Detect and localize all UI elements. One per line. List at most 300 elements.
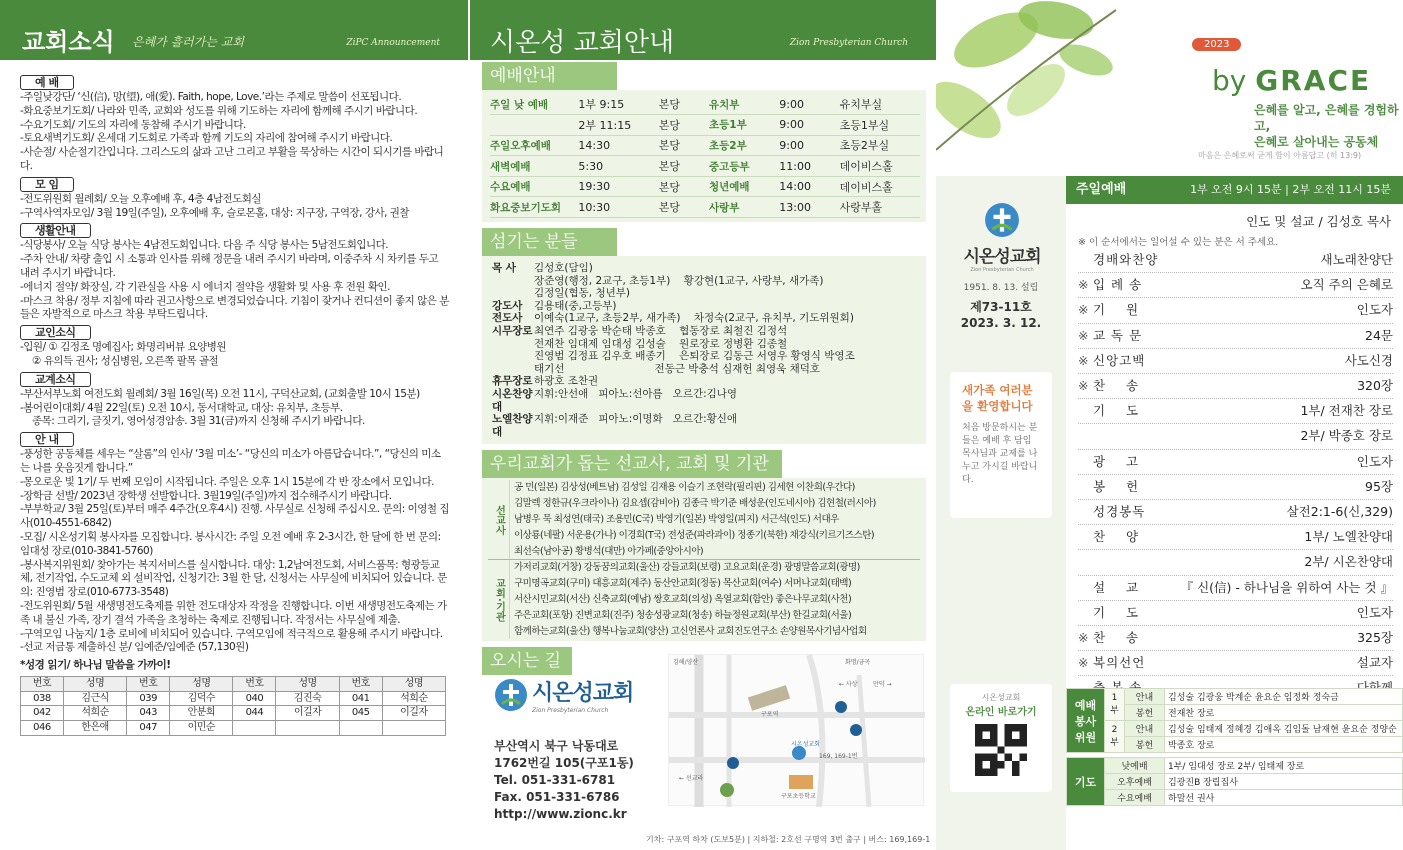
order-value: 인도자 xyxy=(1356,604,1393,620)
announcement-line: -마스크 착용/ 정부 지침에 따라 권고사항으로 변경되었습니다. 기침이 잦거나 컨디션이 좋지 않은 분들은 자발적으로 마스크 착용 부탁드립니다. xyxy=(20,294,449,321)
announcement-line: -몽오로운 빛 1기/ 두 번째 모임이 시작됩니다. 주일은 오후 1시 15분에 각 반 장소에서 모입니다. xyxy=(20,475,434,488)
order-item: 찬 송 xyxy=(1093,630,1140,646)
bible-header-cell: 성명 xyxy=(276,676,339,691)
welcome-title: 새가족 여러분을 환영합니다 xyxy=(962,383,1033,413)
servant-role xyxy=(492,350,534,363)
bible-cell: 이길자 xyxy=(276,706,339,721)
map-label-j: 만덕 → xyxy=(873,681,892,688)
church-line: 구미명곡교회(구미) 대흥교회(제주) 동산안교회(정동) 목산교회(여수) 서머나교회(태백) xyxy=(514,578,852,590)
order-row xyxy=(1078,349,1393,374)
worship-cell: 본당 xyxy=(659,156,709,177)
bible-cell xyxy=(233,721,276,736)
order-row xyxy=(1078,399,1393,424)
map[interactable] xyxy=(668,654,924,806)
bible-header-cell: 번호 xyxy=(339,676,382,691)
bible-cell: 이길자 xyxy=(382,706,445,721)
servant-role: 강도사 xyxy=(492,299,523,312)
logo-text: 시온성교회 xyxy=(532,681,634,706)
sidebar-logo-text: 시온성교회 xyxy=(963,247,1041,267)
founded-date: 1951. 8. 13. 설립 xyxy=(963,283,1039,293)
bible-header-cell: 성명 xyxy=(170,676,233,691)
bible-cell: 041 xyxy=(339,691,382,706)
online-box[interactable] xyxy=(950,684,1052,792)
section-pill: 교계소식 xyxy=(20,372,91,387)
church-line: 주은교회(포항) 진변교회(진주) 청송성광교회(청송) 하늘정원교회(부산) 한길교회(서울) xyxy=(514,609,852,621)
servant-names: 전재찬 임대제 임대성 김성술 원로장로 정병환 김종철 xyxy=(534,337,788,350)
theme-verse: 마음은 은혜로써 굳게 함이 아름답고 (히 13:9) xyxy=(1198,151,1362,160)
order-value: 사도신경 xyxy=(1344,352,1393,368)
bible-cell xyxy=(276,721,339,736)
bible-cell: 045 xyxy=(339,706,382,721)
servant-role xyxy=(492,275,534,288)
table-row xyxy=(1067,790,1403,806)
order-item: 봉 헌 xyxy=(1093,478,1140,494)
map-label-d: 시온성교회 xyxy=(791,741,820,748)
bible-cell: 039 xyxy=(127,691,170,706)
order-item: 광 고 xyxy=(1093,453,1140,469)
stand-mark: ※ xyxy=(1078,630,1089,646)
church-info-header xyxy=(470,0,936,60)
order-value: 『 신(信) - 하나님을 위하여 사는 것 』 xyxy=(1180,579,1393,595)
worship-cell: 수요예배 xyxy=(490,176,578,197)
servant-names: 하광호 조찬권 xyxy=(534,375,599,388)
worship-cell: 화요중보기도회 xyxy=(490,197,578,218)
announcement-line: -에너지 절약/ 화장실, 각 기관실을 사용 시 에너지 절약을 생활화 및 사용 후 전원 확인. xyxy=(20,280,390,293)
volunteer-names: 전재찬 장로 xyxy=(1165,705,1403,721)
volunteer-table xyxy=(1066,688,1403,753)
announcement-line: -선교 저금통 제출하신 분/ 임예준/임예준 (57,130원) xyxy=(20,641,249,654)
stand-mark xyxy=(1078,399,1093,423)
bible-cell: 046 xyxy=(21,721,64,736)
servant-role: 시온찬양대 xyxy=(492,388,533,413)
servant-role: 목 사 xyxy=(492,262,516,275)
order-value: 2부/ 박종호 장로 xyxy=(1300,428,1393,444)
servants-list xyxy=(482,256,926,444)
order-value: 오직 주의 은혜로 xyxy=(1300,277,1393,293)
volunteer-role: 봉헌 xyxy=(1125,737,1165,753)
church-info-en: Zion Presbyterian Church xyxy=(789,38,908,48)
bible-reading-title: *성경 읽기/ 하나님 말씀을 가까이! xyxy=(20,659,171,672)
order-item: 설 교 xyxy=(1093,579,1140,595)
logo-en: Zion Presbyterian Church xyxy=(532,707,609,714)
bible-header-cell: 번호 xyxy=(233,676,276,691)
church-line: 함께하는교회(울산) 행복나눔교회(양산) 고신언론사 교회진도연구소 손양원목사기념사업회 xyxy=(514,625,867,637)
by-grace xyxy=(1212,64,1371,97)
announcement-line: -주차 안내/ 차량 출입 시 소통과 인사를 위해 정문을 내려 주시기 바라며, 이중주차 시 차키를 두고 내려 주시기 바랍니다. xyxy=(20,253,439,279)
church-info-column xyxy=(470,0,936,850)
order-item: 찬 송 xyxy=(1093,378,1140,394)
sidebar-logo-en: Zion Presbyterian Church xyxy=(970,267,1034,273)
map-label-a: 김해/양산 xyxy=(673,659,699,666)
bible-cell: 이민순 xyxy=(170,721,233,736)
servant-names: 장준영(행정, 2교구, 초등1부) 황강현(1교구, 사랑부, 새가족) xyxy=(534,274,824,287)
worship-cell: 2부 11:15 xyxy=(578,115,658,136)
volunteer-names: 김성술 임태제 정혜경 김애옥 김임돌 남재현 윤요순 정양순 xyxy=(1165,721,1403,737)
order-list xyxy=(1066,248,1403,702)
worship-table xyxy=(490,94,920,218)
stand-mark xyxy=(1078,576,1093,600)
table-row xyxy=(1067,758,1403,774)
section-pill: 모 임 xyxy=(20,177,74,192)
stand-mark: ※ xyxy=(1078,302,1089,318)
qr-code-icon[interactable] xyxy=(975,724,1027,776)
announcements-body xyxy=(20,72,450,736)
announcements-subtitle: 은혜가 흘러가는 교회 xyxy=(132,35,244,49)
order-row xyxy=(1078,450,1393,475)
bible-header-cell: 번호 xyxy=(21,676,64,691)
table-row xyxy=(490,176,920,197)
volunteers xyxy=(1066,688,1403,806)
servant-role: 노엘찬양대 xyxy=(492,413,533,438)
section-pill: 안 내 xyxy=(20,432,74,447)
order-of-service xyxy=(1066,176,1403,850)
order-header xyxy=(1066,176,1403,204)
order-title: 주일예배 xyxy=(1076,182,1127,197)
worship-cell: 5:30 xyxy=(578,156,658,177)
bible-cell xyxy=(339,721,382,736)
servants-section-title: 섬기는 분들 xyxy=(482,228,617,256)
stand-mark xyxy=(1078,525,1093,549)
announcement-line: -주일낮강단/ ‘신(信), 망(望), 애(愛). Faith, hope, Love.’라는 주제로 말씀이 선포됩니다. xyxy=(20,91,402,103)
volunteer-service: 1부 xyxy=(1105,689,1125,721)
order-item xyxy=(1093,550,1175,574)
volunteer-names: 박종호 장로 xyxy=(1165,737,1403,753)
missionary-line: 남병우 묵 최성연(태국) 조용민(C국) 박영기(일본) 박영일(피지) 서근석(인도) 서대우 xyxy=(514,513,839,525)
year-badge: 2023 xyxy=(1192,38,1241,51)
order-row xyxy=(1078,550,1393,575)
stand-mark xyxy=(1078,424,1093,448)
address-line: 1762번길 105(구포1동) xyxy=(494,756,634,770)
churches-label: 교회·기관 xyxy=(488,560,510,639)
servant-row xyxy=(492,388,916,413)
order-row xyxy=(1078,576,1393,601)
servant-row xyxy=(492,312,916,325)
servant-row xyxy=(492,325,916,338)
servant-role xyxy=(492,287,534,300)
missions-section-title: 우리교회가 돕는 선교사, 교회 및 기관 xyxy=(482,450,782,478)
cover-column xyxy=(936,0,1403,850)
order-value: 320장 xyxy=(1357,378,1393,394)
order-value: 인도자 xyxy=(1356,453,1393,469)
announcement-line: -부부학교/ 3월 25일(토)부터 매주 4주간(오후4시) 진행. 사무실로 신청해 주십시오. 문의: 이영철 집사(010-4551-6842) xyxy=(20,503,450,530)
bible-header-cell: 번호 xyxy=(127,676,170,691)
worship-cell: 유치부 xyxy=(709,94,779,115)
sidebar-logo xyxy=(958,202,1046,273)
church-line: 서산시민교회(서산) 신축교회(예남) 쌍호교회(의성) 옥열교회(함안) 좋은나무교회(사천) xyxy=(514,593,852,605)
order-item: 기 도 xyxy=(1093,403,1140,419)
prayer-head: 기도 xyxy=(1067,758,1105,806)
stand-mark xyxy=(1078,601,1093,625)
prayer-names: 하말선 권사 xyxy=(1165,790,1403,806)
worship-cell: 9:00 xyxy=(779,94,839,115)
map-section-title: 오시는 길 xyxy=(482,647,572,675)
servant-role: 전도사 xyxy=(492,312,523,325)
map-svg xyxy=(669,655,925,807)
bible-cell: 044 xyxy=(233,706,276,721)
address-line: http://www.zionc.kr xyxy=(494,807,627,821)
order-value: 1부/ 전재찬 장로 xyxy=(1300,403,1393,419)
announcement-line: -식당봉사/ 오늘 식당 봉사는 4남전도회입니다. 다음 주 식당 봉사는 5남전도회입니다. xyxy=(20,239,389,252)
announcement-line: -풍성한 공동체를 세우는 “살롬”의 인사/ ‘3월 미소’- “당신의 미소가 아름답습니다.”, “당신의 미소는 나를 웃음짓게 합니다.” xyxy=(20,448,441,474)
worship-cell: 본당 xyxy=(659,176,709,197)
map-label-h: ← 선교라 xyxy=(679,775,704,782)
worship-cell: 14:00 xyxy=(779,176,839,197)
address-block xyxy=(494,738,634,823)
order-row xyxy=(1078,626,1393,651)
worship-cell: 초등1부실 xyxy=(840,115,920,136)
bible-header-cell: 성명 xyxy=(63,676,126,691)
worship-cell: 본당 xyxy=(659,94,709,115)
order-times: 1부 오전 9시 15분 | 2부 오전 11시 15분 xyxy=(1190,183,1391,196)
order-row xyxy=(1078,475,1393,500)
order-value: 1부/ 노엘찬양대 xyxy=(1304,529,1393,545)
leaves-icon xyxy=(936,0,1136,176)
order-row xyxy=(1078,248,1393,273)
bible-cell: 김진숙 xyxy=(276,691,339,706)
worship-cell: 14:30 xyxy=(578,135,658,156)
stand-mark xyxy=(1078,450,1093,474)
cover-top xyxy=(936,0,1403,176)
announcement-line: -구역사역자모임/ 3월 19일(주일), 오후예배 후, 슬로몬홀, 대상: 지구장, 구역장, 강사, 권찰 xyxy=(20,206,410,219)
announcement-line: -전도위원회 월례회/ 오늘 오후예배 후, 4층 4남전도회실 xyxy=(20,192,262,205)
volunteer-service: 2부 xyxy=(1105,721,1125,753)
stand-mark: ※ xyxy=(1078,378,1089,394)
worship-cell: 9:00 xyxy=(779,135,839,156)
bible-cell: 석희순 xyxy=(382,691,445,706)
prayer-service: 수요예배 xyxy=(1105,790,1165,806)
servant-row xyxy=(492,300,916,313)
missionary-line: 공 민(일본) 김상성(베트남) 김성일 김재용 이슬기 조현락(필리핀) 김세현 이찬희(우간다) xyxy=(514,482,855,494)
servant-names: 이예숙(1교구, 초등2부, 새가족) 차정숙(2교구, 유치부, 기도위원회) xyxy=(534,312,854,325)
church-logo xyxy=(494,676,633,714)
announcement-line: -모집/ 시온성기획 봉사자를 모집합니다. 봉사시간: 주일 오전 예배 후 2-3시간, 한 달에 한 번 문의: 임대성 장로(010-3841-5760) xyxy=(20,530,441,557)
announcement-line: -수요기도회/ 기도의 자리에 동참해 주시기 바랍니다. xyxy=(20,118,246,131)
servant-row xyxy=(492,375,916,388)
prayer-names: 1부/ 임대성 장로 2부/ 임태제 장로 xyxy=(1165,758,1403,774)
order-item: 기 원 xyxy=(1093,302,1140,318)
bible-header-cell: 성명 xyxy=(382,676,445,691)
servant-names: 김정일(협동, 청년부) xyxy=(534,287,631,300)
order-value: 2부/ 시온찬양대 xyxy=(1304,554,1393,570)
bible-cell: 석희순 xyxy=(63,706,126,721)
church-line: 가저리교회(거창) 강동꿈의교회(울산) 강들교회(보령) 고요교회(운경) 광명말씀교회(광명) xyxy=(514,562,860,574)
announcements-title: 교회소식 xyxy=(22,28,115,56)
bible-cell: 한은애 xyxy=(63,721,126,736)
table-row xyxy=(1067,774,1403,790)
worship-cell: 10:30 xyxy=(578,197,658,218)
missionaries-list xyxy=(514,480,876,559)
worship-cell: 본당 xyxy=(659,115,709,136)
section-pill: 교인소식 xyxy=(20,325,91,340)
announcement-line: -화요중보기도회/ 나라와 민족, 교회와 성도를 위해 기도하는 자리에 함께해 주시기 바랍니다. xyxy=(20,104,418,117)
order-value: 95장 xyxy=(1365,478,1393,494)
section-pill: 예 배 xyxy=(20,75,74,90)
volunteer-head: 예배봉사위원 xyxy=(1067,689,1105,753)
churches-list xyxy=(514,560,867,639)
table-row xyxy=(21,706,446,721)
bible-reading-table xyxy=(20,676,446,736)
stand-mark: ※ xyxy=(1078,352,1089,368)
order-row xyxy=(1078,298,1393,323)
order-note: ※ 이 순서에서는 일어설 수 있는 분은 서 주세요. xyxy=(1078,237,1279,248)
servant-row xyxy=(492,287,916,300)
servant-names: 진영범 김정표 김우호 배종기 은퇴장로 김동근 서영우 황영식 박영조 xyxy=(534,350,855,363)
issue-number: 제73-11호 xyxy=(970,300,1032,314)
stand-mark xyxy=(1078,550,1093,574)
announcement-line: 종목: 그리기, 글짓기, 영어성경암송. 3월 31(금)까지 신청해 주시기 바랍니다. xyxy=(32,415,365,428)
volunteer-role: 봉헌 xyxy=(1125,705,1165,721)
worship-cell: 초등2부실 xyxy=(840,135,920,156)
bible-cell: 038 xyxy=(21,691,64,706)
announcement-line: -입원/ ① 김정조 명예집사; 화명리버뷰 요양병원 xyxy=(20,341,227,354)
announcement-line: -사순절/ 사순절기간입니다. 그리스도의 삶과 고난 그리고 부활을 묵상하는 시간이 되시기를 바랍니다. xyxy=(20,146,444,172)
stand-mark: ※ xyxy=(1078,655,1089,671)
order-item: 교 독 문 xyxy=(1093,327,1143,343)
worship-cell: 주일 낮 예배 xyxy=(490,94,578,115)
map-label-l: 169, 169-1번 xyxy=(819,753,858,760)
worship-cell: 주일오후예배 xyxy=(490,135,578,156)
servant-names: 태기선 전동근 박충석 심재헌 최영욱 채덕호 xyxy=(534,362,821,375)
order-value: 인도자 xyxy=(1356,302,1393,318)
order-value: 설교자 xyxy=(1356,655,1393,671)
announcement-line: -전도위원회/ 5월 새생명전도축제를 위한 전도대상자 작정을 진행합니다. 이번 새생명전도축제는 가족 내 불신 가족, 장기 결석 가족을 초청하는 축제로 진행됩니다. 작정서는 사무실에 제출. xyxy=(20,599,447,626)
servant-names: 김용태(중,고등부) xyxy=(534,299,617,312)
missionaries-label: 선교사 xyxy=(488,480,510,559)
order-item: 신앙고백 xyxy=(1093,352,1146,368)
table-row xyxy=(1067,721,1403,737)
volunteer-role: 안내 xyxy=(1125,689,1165,705)
order-value: 325장 xyxy=(1357,630,1393,646)
bible-cell: 040 xyxy=(233,691,276,706)
servant-row xyxy=(492,350,916,363)
stand-mark: ※ xyxy=(1078,277,1089,293)
slogan-line-1: 은혜를 알고, 은혜를 경험하고, xyxy=(1254,103,1399,133)
online-label: 온라인 바로가기 xyxy=(965,707,1037,718)
announcement-line: -부산서부노회 여전도회 월례회/ 3월 16일(목) 오전 11시, 구덕산교회, (교회출발 10시 15분) xyxy=(20,387,420,400)
order-row xyxy=(1078,374,1393,399)
missions-box xyxy=(482,478,926,641)
grace-text: GRACE xyxy=(1255,64,1372,97)
table-row xyxy=(1067,689,1403,705)
order-item: 경배와찬양 xyxy=(1093,252,1159,267)
servant-row xyxy=(492,338,916,351)
worship-cell xyxy=(490,115,578,136)
volunteer-role: 안내 xyxy=(1125,721,1165,737)
order-item: 성경봉독 xyxy=(1093,504,1146,520)
preacher: 인도 및 설교 / 김성호 목사 xyxy=(1246,214,1391,229)
worship-schedule xyxy=(482,90,926,222)
announcement-line: ② 유의득 권사; 성심병원, 오른쪽 팔목 골절 xyxy=(32,354,219,367)
welcome-text: 처음 방문하시는 분들은 예배 후 담임목사님과 교제를 나누고 가시길 바랍니다. xyxy=(962,423,1038,485)
servant-names: 최연주 김광웅 박순태 박종호 협동장로 최철진 김정석 xyxy=(534,325,788,338)
servant-role xyxy=(492,363,534,376)
bulletin-date: 2023. 3. 12. xyxy=(960,316,1042,330)
worship-cell: 본당 xyxy=(659,135,709,156)
prayer-names: 김광진B 장립집사 xyxy=(1165,774,1403,790)
order-item: 기 도 xyxy=(1093,604,1140,620)
worship-cell: 초등1부 xyxy=(709,115,779,136)
welcome-box xyxy=(950,372,1052,518)
address-line: Tel. 051-331-6781 xyxy=(494,773,616,787)
bible-cell: 043 xyxy=(127,706,170,721)
worship-cell: 13:00 xyxy=(779,197,839,218)
table-row xyxy=(490,94,920,115)
order-row xyxy=(1078,424,1393,449)
transit-info: 기차: 구포역 하차 (도보5분) | 지하철: 2호선 구명역 3번 출구 | 버스: 169,169-1 xyxy=(646,835,931,844)
order-row xyxy=(1078,601,1393,626)
order-item: 입 례 송 xyxy=(1093,277,1143,293)
table-row xyxy=(21,691,446,706)
bible-cell: 김덕수 xyxy=(170,691,233,706)
bible-cell: 042 xyxy=(21,706,64,721)
bulletin-sidebar xyxy=(936,176,1066,850)
worship-cell: 19:30 xyxy=(578,176,658,197)
order-item: 복의선언 xyxy=(1093,655,1146,671)
prayer-service: 오후예배 xyxy=(1105,774,1165,790)
missionary-line: 김말렉 정한규(우크라이나) 김요셉(감비아) 김종극 박기준 배성운(인도네시아) 김현철(러시아) xyxy=(514,498,876,510)
announcements-header xyxy=(0,0,468,60)
church-info-title: 시온성 교회안내 xyxy=(490,28,675,58)
prayer-service: 낮예배 xyxy=(1105,758,1165,774)
map-label-b: 화명/금곡 xyxy=(845,659,871,666)
servant-role: 시무장로 xyxy=(492,325,533,338)
worship-cell: 사랑부 xyxy=(709,197,779,218)
announcements-en: ZiPC Announcement xyxy=(346,38,440,48)
bible-cell: 047 xyxy=(127,721,170,736)
worship-cell: 1부 9:15 xyxy=(578,94,658,115)
order-value: 새노래찬양단 xyxy=(1320,252,1393,267)
announcement-line: -구역모임 나눔지/ 1층 로비에 비치되어 있습니다. 구역모임에 적극적으로 활용해 주시기 바랍니다. xyxy=(20,627,443,640)
servant-names: 지휘:안선애 피아노:선아름 오르간:김나영 xyxy=(534,388,738,400)
slogan xyxy=(1254,102,1403,150)
stand-mark xyxy=(1078,500,1093,524)
announcements-column xyxy=(0,0,468,850)
slogan-line-2: 은혜로 살아내는 공동체 xyxy=(1254,135,1379,149)
announcement-line: -토요새벽기도회/ 온세대 기도회로 가족과 함께 기도의 자리에 참여해 주시기 바랍니다. xyxy=(20,132,393,145)
table-row xyxy=(490,135,920,156)
worship-cell: 유치부실 xyxy=(840,94,920,115)
map-label-e: 구포초등학교 xyxy=(781,793,816,800)
order-row xyxy=(1078,500,1393,525)
order-value: 살전2:1-6(신,329) xyxy=(1286,504,1393,520)
servant-role xyxy=(492,338,534,351)
address-line: Fax. 051-331-6786 xyxy=(494,790,620,804)
prayer-table xyxy=(1066,757,1403,806)
worship-cell: 청년예배 xyxy=(709,176,779,197)
worship-cell: 사랑부홀 xyxy=(840,197,920,218)
logo-mark-icon xyxy=(494,678,528,712)
worship-cell: 11:00 xyxy=(779,156,839,177)
address-line: 부산역시 북구 낙동대로 xyxy=(494,739,619,753)
servant-row xyxy=(492,262,916,275)
worship-cell: 9:00 xyxy=(779,115,839,136)
table-row xyxy=(21,721,446,736)
table-row xyxy=(490,115,920,136)
logo-mark-icon xyxy=(984,202,1020,238)
bible-cell: 안분희 xyxy=(170,706,233,721)
worship-cell: 초등2부 xyxy=(709,135,779,156)
worship-cell: 본당 xyxy=(659,197,709,218)
table-row xyxy=(490,197,920,218)
worship-cell: 중고등부 xyxy=(709,156,779,177)
online-church: 시온성교회 xyxy=(981,693,1021,702)
section-pill: 생활안내 xyxy=(20,223,91,238)
order-item: 찬 양 xyxy=(1093,529,1140,545)
stand-mark xyxy=(1078,475,1093,499)
order-value: 24문 xyxy=(1365,327,1393,343)
servant-row xyxy=(492,413,916,438)
worship-section-title: 예배안내 xyxy=(482,62,617,90)
